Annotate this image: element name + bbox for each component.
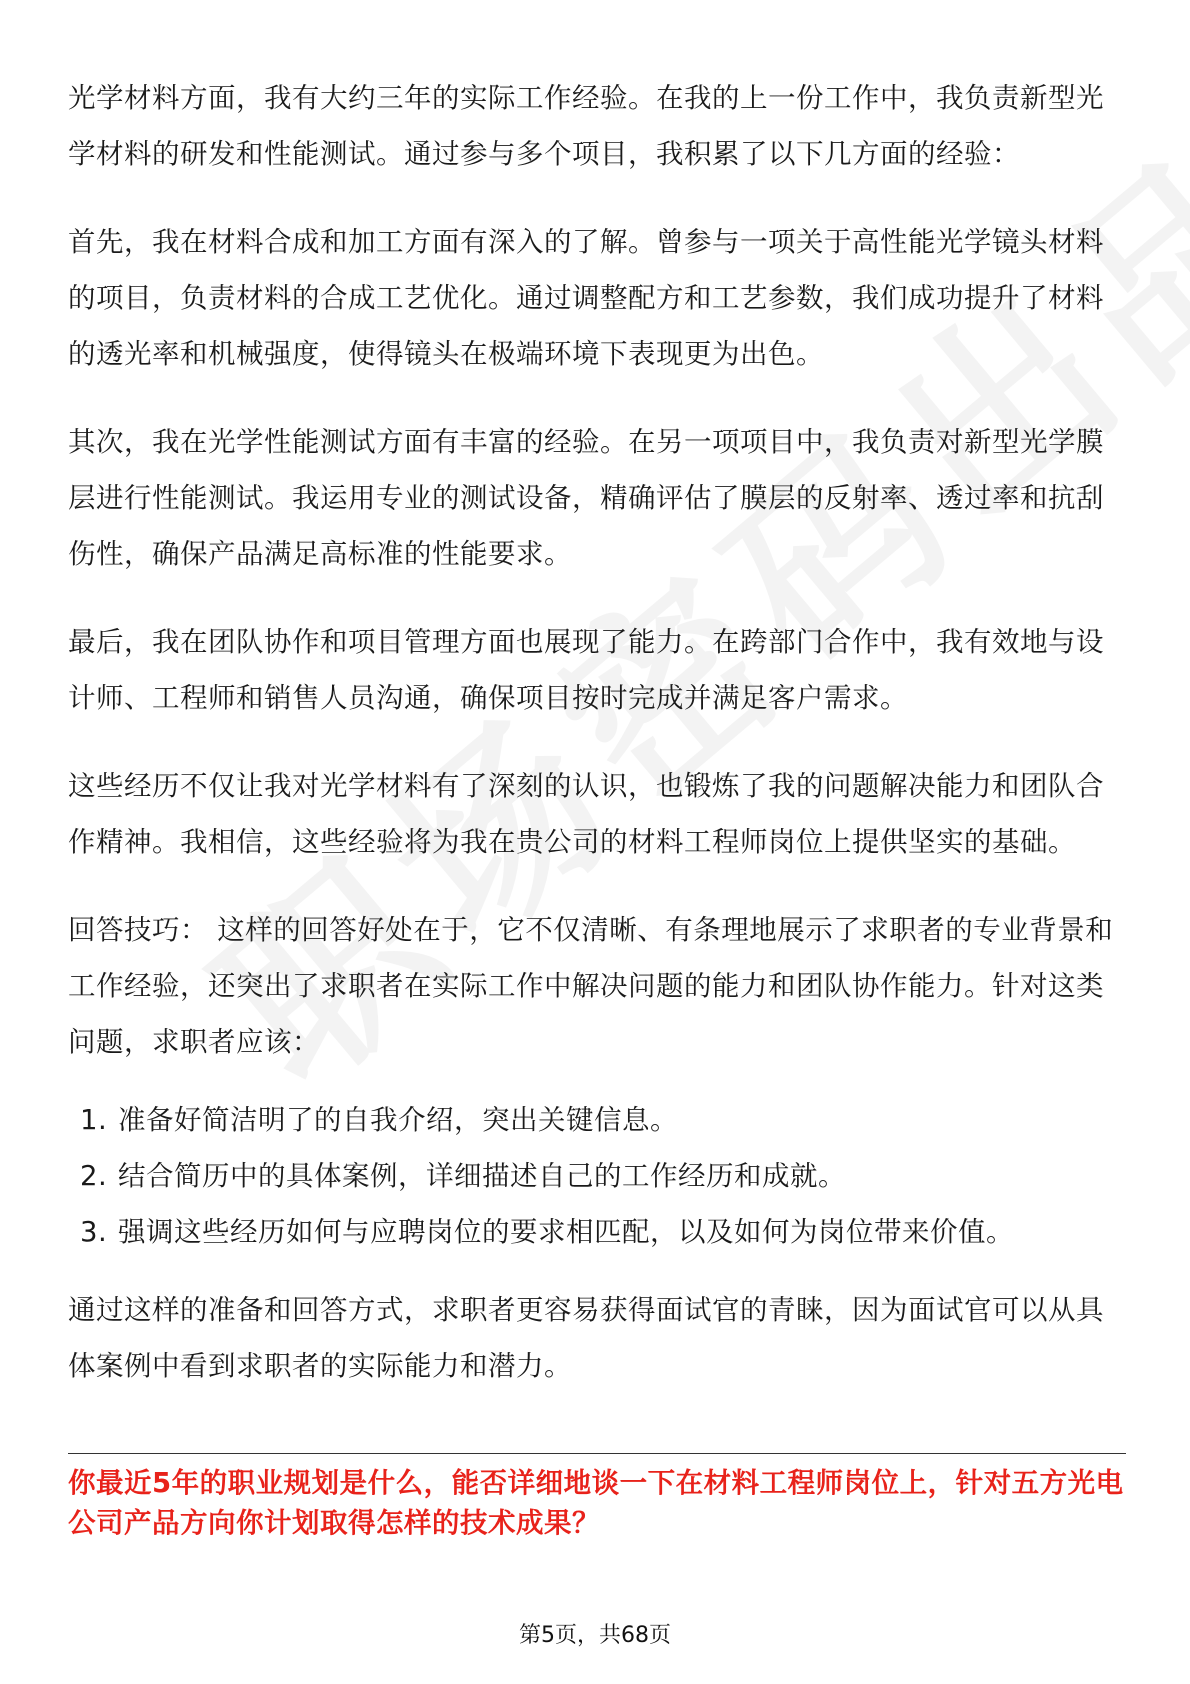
list-item [68, 1092, 1118, 1148]
next-question-heading: 你最近5年的职业规划是什么，能否详细地谈一下在材料工程师岗位上，针对五方光电公司产品方向你计划取得怎样的技术成果？ [68, 1467, 1124, 1539]
section-divider [68, 1453, 1126, 1454]
paragraph-answer-tips: 回答技巧： 这样的回答好处在于，它不仅清晰、有条理地展示了求职者的专业背景和工作经验，还突出了求职者在实际工作中解决问题的能力和团队协作能力。针对这类问题，求职者应该： [68, 914, 1114, 1058]
answer-body [68, 70, 1118, 1394]
list-item [68, 1204, 1118, 1260]
list-text: 强调这些经历如何与应聘岗位的要求相匹配，以及如何为岗位带来价值。 [118, 1216, 1014, 1248]
list-number: 3. [80, 1216, 108, 1248]
paragraph-summary: 这些经历不仅让我对光学材料有了深刻的认识，也锻炼了我的问题解决能力和团队合作精神。我相信，这些经验将为我在贵公司的材料工程师岗位上提供坚实的基础。 [68, 770, 1104, 858]
list-text: 准备好简洁明了的自我介绍，突出关键信息。 [118, 1104, 678, 1136]
list-number: 2. [80, 1160, 108, 1192]
paragraph-testing: 其次，我在光学性能测试方面有丰富的经验。在另一项项目中，我负责对新型光学膜层进行性能测试。我运用专业的测试设备，精确评估了膜层的反射率、透过率和抗刮伤性，确保产品满足高标准的性能要求。 [68, 426, 1104, 570]
page-number: 第5页，共68页 [519, 1623, 671, 1648]
list-item [68, 1148, 1118, 1204]
paragraph-conclusion: 通过这样的准备和回答方式，求职者更容易获得面试官的青睐，因为面试官可以从具体案例中看到求职者的实际能力和潜力。 [68, 1294, 1104, 1382]
list-number: 1. [80, 1104, 108, 1136]
paragraph-experience-intro: 光学材料方面，我有大约三年的实际工作经验。在我的上一份工作中，我负责新型光学材料的研发和性能测试。通过参与多个项目，我积累了以下几方面的经验： [68, 82, 1104, 170]
paragraph-teamwork: 最后，我在团队协作和项目管理方面也展现了能力。在跨部门合作中，我有效地与设计师、工程师和销售人员沟通，确保项目按时完成并满足客户需求。 [68, 626, 1104, 714]
list-text: 结合简历中的具体案例，详细描述自己的工作经历和成就。 [118, 1160, 846, 1192]
tips-list [68, 1092, 1118, 1260]
paragraph-synthesis: 首先，我在材料合成和加工方面有深入的了解。曾参与一项关于高性能光学镜头材料的项目，负责材料的合成工艺优化。通过调整配方和工艺参数，我们成功提升了材料的透光率和机械强度，使得镜头在极端环境下表现更为出色。 [68, 226, 1104, 370]
